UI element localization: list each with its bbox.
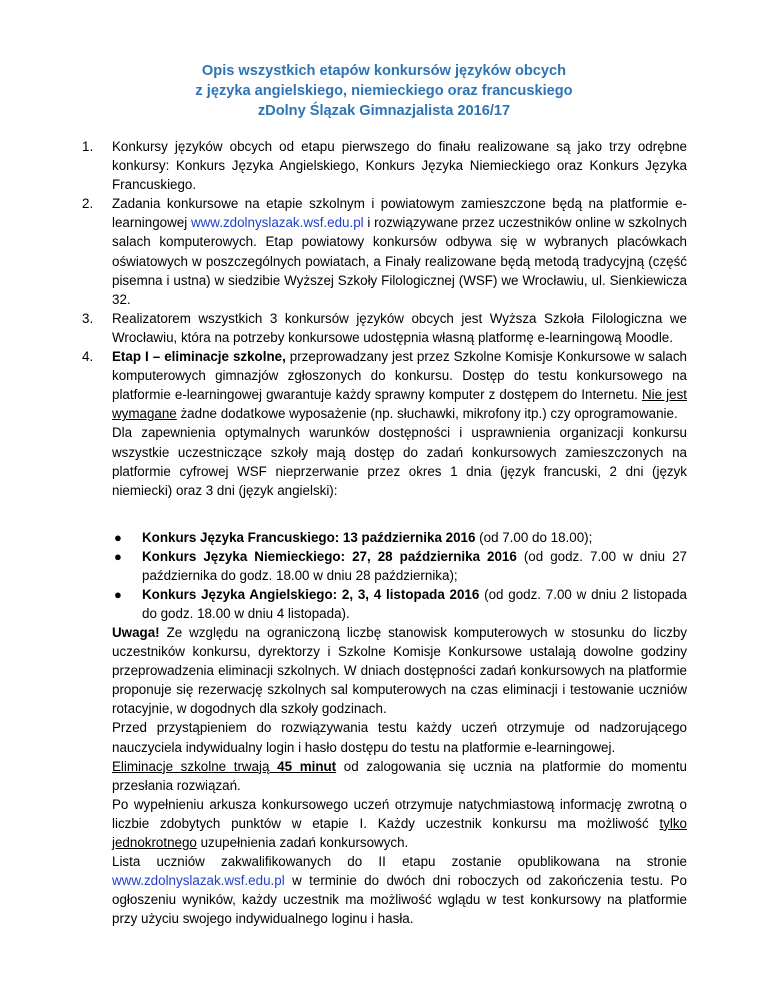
- list-item-2: [82, 194, 687, 309]
- bullet-text: (od godz. 7.00 w dniu 2 listopada do godz. 18.00 w dniu 4 listopada).: [142, 587, 687, 622]
- note-text: Eliminacje szkolne trwają: [112, 758, 278, 774]
- list-item-1: [82, 137, 687, 194]
- note-label: Uwaga!: [112, 625, 160, 640]
- platform-link[interactable]: www.zdolnyslazak.wsf.edu.pl: [112, 873, 285, 889]
- list-item-3: [82, 309, 687, 347]
- bullet-item-english: [112, 585, 687, 623]
- note-paragraph-3: [112, 757, 687, 795]
- list-number: 4.: [82, 349, 94, 365]
- list-number: 3.: [82, 310, 94, 326]
- duration-value: 45 minut: [277, 758, 337, 774]
- list-item-text: Konkursy języków obcych od etapu pierwszego do finału realizowane są jako trzy odrębne konkursy: Konkurs Języka Angielskiego, Konkurs Języka Niemieckiego oraz Konkurs Języka Francuskiego.: [112, 139, 687, 193]
- note-paragraph-5: [112, 852, 687, 928]
- document-title-line-3: zDolny Ślązak Gimnazjalista 2016/17: [257, 103, 511, 119]
- bullet-bold: Konkurs Języka Angielskiego: 2, 3, 4 listopada 2016: [142, 587, 480, 603]
- stage-heading: Etap I – eliminacje szkolne,: [112, 349, 286, 365]
- document-title-line-1: Opis wszystkich etapów konkursów języków obcych: [201, 63, 567, 79]
- list-item-text-cont: żadne dodatkowe wyposażenie (np. słuchawki, mikrofony itp.) czy oprogramowanie.: [176, 406, 678, 422]
- underlined-phrase: [112, 759, 336, 774]
- bullet-text: (od godz. 7.00 w dniu 27 października do godz. 18.00 w dniu 28 października);: [142, 549, 687, 584]
- note-section: [112, 623, 687, 929]
- list-item-text: Zadania konkursowe na etapie szkolnym i powiatowym zamieszczone będą na platformie e-learningowej: [112, 196, 687, 231]
- bullet-item-french: [112, 528, 687, 547]
- list-item-paragraph: Dla zapewnienia optymalnych warunków dostępności i usprawnienia organizacji konkursu wszystkie uczestniczące szkoły mają dostęp do zadań konkursowych zamieszczonych na platformie cyfrowej WSF nieprzerwanie przez okres 1 dnia (język francuski, 2 dni (język niemiecki) oraz 3 dni (język angielski):: [112, 425, 687, 498]
- list-number: 1.: [82, 139, 94, 154]
- bullet-icon: ●: [114, 549, 122, 565]
- list-item-text: Realizatorem wszystkich 3 konkursów języków obcych jest Wyższa Szkoła Filologiczna we Wrocławiu, która na potrzeby konkursowe udostępnia własną platformę e-learningową Moodle.: [112, 310, 687, 345]
- note-paragraph-1: [112, 623, 687, 718]
- underlined-phrase: tylko jednokrotnego: [112, 815, 687, 851]
- note-paragraph-2: Przed przystąpieniem do rozwiązywania testu każdy uczeń otrzymuje od nadzorującego nauczyciela indywidualny login i hasło dostępu do testu na platformie e-learningowej.: [112, 720, 687, 755]
- document-title-line-2: z języka angielskiego, niemieckiego oraz francuskiego: [195, 83, 573, 99]
- bullet-icon: ●: [114, 530, 122, 545]
- bullet-list: [112, 528, 687, 623]
- list-item-text-cont: i rozwiązywane przez uczestników online w szkolnych salach komputerowych. Etap powiatowy konkursów odbywa się w wybranych placówkach oświatowych w poszczególnych powiatach, a Finały realizowane będą metodą tradycyjną (część pisemna i ustna) w siedzibie Wyższej Szkoły Filologicznej (WSF) we Wrocławiu, ul. Sienkiewicza 32.: [112, 215, 688, 307]
- bullet-text: (od 7.00 do 18.00);: [475, 530, 593, 545]
- bullet-bold: Konkurs Języka Niemieckiego: 27, 28 października 2016: [142, 549, 517, 565]
- numbered-list: [82, 137, 687, 500]
- note-text: od zalogowania się ucznia na platformie do momentu przesłania rozwiązań.: [112, 758, 687, 793]
- note-text: Ze względu na ograniczoną liczbę stanowisk komputerowych w stosunku do liczby uczestników konkursu, dyrektorzy i Szkolne Komisje Konkursowe ustalają dowolne godziny przeprowadzenia eliminacji szkolnych. W dniach dostępności zadań konkursowych na platformie proponuje się rezerwację szkolnych sal komputerowych na czas eliminacji i testowanie uczniów rotacyjnie, w dogodnych dla szkoły godzinach.: [112, 625, 687, 717]
- bullet-icon: ●: [114, 587, 122, 603]
- note-text: Po wypełnieniu arkusza konkursowego uczeń otrzymuje natychmiastową informację zwrotną o liczbie zdobytych punktów w etapie I. Każdy uczestnik konkursu ma możliwość: [112, 796, 687, 831]
- list-item-4: [82, 347, 687, 500]
- note-text: w terminie do dwóch dni roboczych od zakończenia testu. Po ogłoszeniu wyników, każdy uczestnik ma możliwość wglądu w test konkursowy na platformie przy użyciu swojego indywidualnego loginu i hasła.: [112, 873, 687, 927]
- note-text: uzupełnienia zadań konkursowych.: [196, 835, 409, 851]
- bullet-bold: Konkurs Języka Francuskiego: 13 października 2016: [142, 530, 476, 545]
- note-paragraph-4: [112, 795, 687, 852]
- note-text: Lista uczniów zakwalifikowanych do II etapu zostanie opublikowana na stronie: [112, 854, 687, 870]
- list-number: 2.: [82, 196, 94, 212]
- platform-link[interactable]: www.zdolnyslazak.wsf.edu.pl: [190, 215, 364, 231]
- underlined-phrase: Nie jest wymagane: [112, 387, 687, 422]
- bullet-item-german: [112, 547, 687, 585]
- list-item-text: przeprowadzany jest przez Szkolne Komisje Konkursowe w salach komputerowych gimnazjów zgłoszonych do konkursu. Dostęp do testu konkursowego na platformie e-learningowej gwarantuje każdy sprawny komputer z dostępem do Internetu.: [112, 349, 687, 403]
